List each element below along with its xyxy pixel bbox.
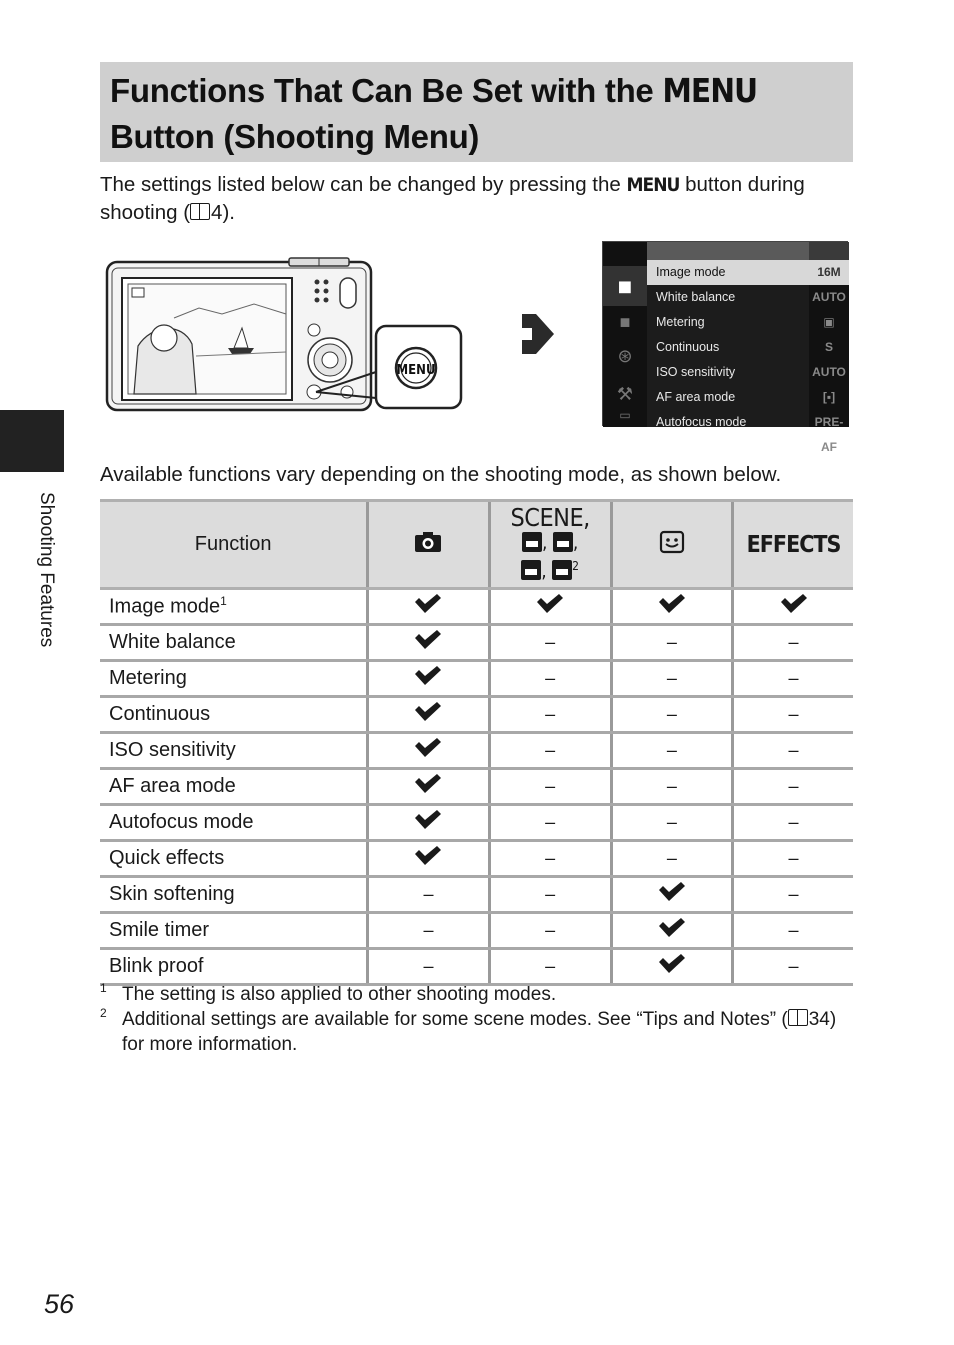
table-row [100, 589, 853, 625]
book-reference-icon [788, 1009, 808, 1026]
not-available-dash: – [489, 697, 611, 733]
table-row [100, 913, 853, 949]
screen-value: AUTO [812, 365, 846, 379]
check-icon [368, 769, 490, 805]
table-row [100, 661, 853, 697]
screen-value: AUTO [812, 290, 846, 304]
not-available-dash: – [733, 769, 853, 805]
menu-button-label: MENU [396, 363, 436, 378]
screen-value: 16M [809, 260, 849, 285]
table-row [100, 949, 853, 985]
menu-glyph: MENU [662, 71, 758, 110]
page-title: Functions That Can Be Set with the MENU Button (Shooting Menu) [110, 71, 758, 155]
camera-icon [414, 531, 442, 553]
scene-mode-header: SCENE, , , , $^2$ [489, 501, 611, 589]
right-arrow-icon [518, 308, 558, 360]
not-available-dash: – [489, 661, 611, 697]
setup-tab-icon: ⚒ [616, 384, 634, 404]
table-header-row [100, 501, 853, 589]
check-icon [368, 841, 490, 877]
screen-value: ▣ [823, 315, 835, 329]
function-name: Blink proof [100, 949, 368, 985]
screen-value: S [824, 340, 833, 354]
check-icon [489, 589, 611, 625]
function-name: Autofocus mode [100, 805, 368, 841]
function-name: Image mode$^1$ [100, 589, 368, 625]
screen-item-af-area: AF area mode [656, 390, 736, 404]
not-available-dash: – [368, 913, 490, 949]
footnote-2: 2 Additional settings are available for some scene modes. See “Tips and Notes” ( 34) for more information. [100, 1006, 837, 1055]
check-icon [368, 625, 490, 661]
not-available-dash: – [489, 949, 611, 985]
not-available-dash: – [611, 841, 733, 877]
backlighting-icon [521, 560, 541, 580]
movie-tab-icon: ■ [619, 312, 631, 332]
night-portrait-icon [552, 560, 572, 580]
screen-item-autofocus: Autofocus mode [656, 415, 747, 429]
not-available-dash: – [489, 913, 611, 949]
not-available-dash: – [489, 877, 611, 913]
menu-glyph: MENU [626, 174, 680, 196]
title-banner [100, 62, 853, 162]
shooting-menu-screen [602, 241, 848, 454]
section-tab [0, 410, 64, 472]
camera-back-illustration [104, 256, 464, 416]
not-available-dash: – [733, 805, 853, 841]
check-icon [611, 589, 733, 625]
check-icon [368, 733, 490, 769]
table-row [100, 625, 853, 661]
availability-note: Available functions vary depending on the shooting mode, as shown below. [100, 463, 782, 486]
night-landscape-icon [553, 532, 573, 552]
camera-tab-icon: ◼ [603, 266, 647, 306]
function-name: Smile timer [100, 913, 368, 949]
function-name: ISO sensitivity [100, 733, 368, 769]
battery-icon: ▭ [619, 408, 631, 422]
not-available-dash: – [733, 913, 853, 949]
not-available-dash: – [733, 625, 853, 661]
function-name: AF area mode [100, 769, 368, 805]
check-icon [368, 589, 490, 625]
not-available-dash: – [733, 697, 853, 733]
screen-item-white-balance: White balance [656, 290, 736, 304]
section-label: Shooting Features [36, 492, 57, 648]
screen-item-image-mode: Image mode [647, 260, 809, 285]
function-name: White balance [100, 625, 368, 661]
not-available-dash: – [611, 661, 733, 697]
smart-portrait-header [611, 501, 733, 589]
not-available-dash: – [489, 733, 611, 769]
check-icon [368, 697, 490, 733]
table-row [100, 733, 853, 769]
screen-value: [▪] [822, 390, 836, 404]
check-icon [368, 661, 490, 697]
table-row [100, 805, 853, 841]
not-available-dash: – [611, 769, 733, 805]
screen-item-metering: Metering [656, 315, 705, 329]
scene-auto-icon [522, 532, 542, 552]
not-available-dash: – [489, 805, 611, 841]
function-name: Metering [100, 661, 368, 697]
function-name: Continuous [100, 697, 368, 733]
footnotes [100, 982, 860, 1057]
function-name: Skin softening [100, 877, 368, 913]
screen-value: PRE-AF [814, 415, 844, 454]
page-number: 56 [44, 1289, 75, 1319]
check-icon [733, 589, 853, 625]
table-row [100, 841, 853, 877]
not-available-dash: – [368, 949, 490, 985]
effects-header: EFFECTS [733, 501, 853, 589]
not-available-dash: – [489, 841, 611, 877]
table-row [100, 877, 853, 913]
not-available-dash: – [489, 769, 611, 805]
function-name: Quick effects [100, 841, 368, 877]
not-available-dash: – [611, 805, 733, 841]
check-icon [611, 877, 733, 913]
footnote-1: 1 The setting is also applied to other shooting modes. [100, 981, 557, 1005]
auto-mode-header [368, 501, 490, 589]
smart-portrait-icon [659, 530, 685, 554]
book-reference-icon [190, 203, 210, 220]
not-available-dash: – [733, 877, 853, 913]
check-icon [611, 913, 733, 949]
screen-item-iso: ISO sensitivity [656, 365, 736, 379]
check-icon [611, 949, 733, 985]
wireless-tab-icon: ⊛ [617, 346, 633, 366]
screen-item-continuous: Continuous [656, 340, 720, 354]
not-available-dash: – [611, 697, 733, 733]
page-reference: 4 [211, 201, 223, 224]
not-available-dash: – [733, 949, 853, 985]
not-available-dash: – [611, 625, 733, 661]
function-header: Function [100, 501, 368, 589]
not-available-dash: – [368, 877, 490, 913]
not-available-dash: – [733, 661, 853, 697]
table-row [100, 769, 853, 805]
intro-paragraph: The settings listed below can be changed by pressing the MENU button during shooting ( 4). [100, 173, 805, 224]
not-available-dash: – [733, 733, 853, 769]
table-row [100, 697, 853, 733]
not-available-dash: – [733, 841, 853, 877]
check-icon [368, 805, 490, 841]
not-available-dash: – [489, 625, 611, 661]
function-table [100, 499, 853, 986]
not-available-dash: – [611, 733, 733, 769]
